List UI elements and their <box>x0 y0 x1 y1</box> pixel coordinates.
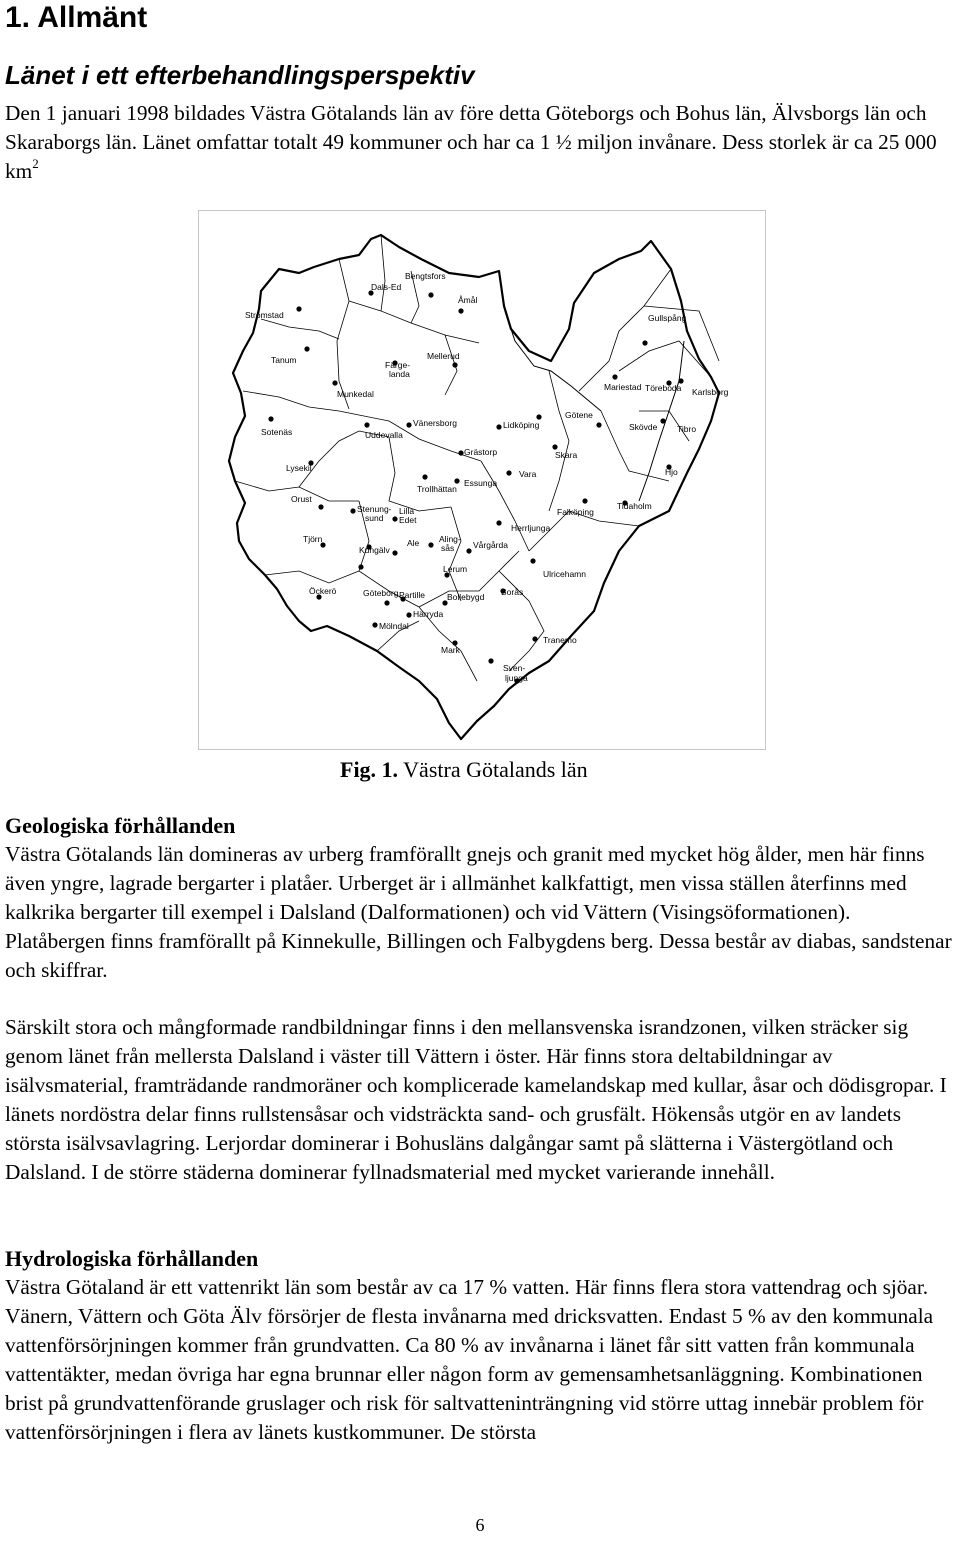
figure-number: Fig. 1. <box>340 757 399 782</box>
label-boras: Borås <box>501 587 524 597</box>
label-svenljunga-1: Sven- <box>503 663 526 673</box>
county-map <box>198 210 766 750</box>
label-vanersborg: Vänersborg <box>413 418 457 428</box>
label-karlsborg: Karlsborg <box>692 387 729 397</box>
geology-paragraph-1: Västra Götalands län domineras av urberg framförallt gnejs och granit med mycket hög ålder, men här finns även yngre, lagrade bergarter i platåer. Urberget är i allmänhet kalkfattigt, men vissa ställen återfinns med kalkrika bergarter till exempel i Dalsland (Dalformationen) och vid Vättern (Visingsöformationen). Platåbergen finns framförallt på Kinnekulle, Billingen och Falbygdens berg. Dessa består av diabas, sandstenar och skiffrar. <box>5 842 952 982</box>
geology-heading: Geologiska förhållanden <box>5 813 236 838</box>
figure-caption <box>340 755 588 785</box>
label-lilla-edet-1: Lilla <box>399 506 415 516</box>
label-fargelanda-1: Färge- <box>385 360 411 370</box>
label-goteborg: Göteborg <box>363 588 399 598</box>
label-mellerud: Mellerud <box>427 351 460 361</box>
label-munkedal: Munkedal <box>337 389 374 399</box>
label-alingsas-2: sås <box>441 543 455 553</box>
label-tanum: Tanum <box>271 355 297 365</box>
label-skovde: Skövde <box>629 422 658 432</box>
label-skara: Skara <box>555 450 578 460</box>
intro-text: Den 1 januari 1998 bildades Västra Götalands län av före detta Göteborgs och Bohus län, Älvsborgs län och Skaraborgs län. Länet omfattar totalt 49 kommuner och har ca 1 ½ miljon invånare. Dess storlek är ca 25 000 km <box>5 101 937 183</box>
label-stenungsund-2: sund <box>365 513 384 523</box>
label-harryda: Härryda <box>413 609 444 619</box>
label-herrljunga: Herrljunga <box>511 523 551 533</box>
label-lerum: Lerum <box>443 564 468 574</box>
label-lilla-edet-2: Edet <box>399 515 417 525</box>
label-essunga: Essunga <box>464 478 498 488</box>
figure-caption-text: Västra Götalands län <box>398 757 588 782</box>
label-gullspang: Gullspång <box>648 313 687 323</box>
label-fargelanda-2: landa <box>389 369 410 379</box>
label-partille: Partille <box>399 590 425 600</box>
label-vara: Vara <box>519 469 537 479</box>
label-ulricehamn: Ulricehamn <box>543 569 586 579</box>
label-mark: Mark <box>441 645 460 655</box>
km-superscript: 2 <box>32 155 39 171</box>
label-amal: Åmål <box>458 295 478 305</box>
label-tibro: Tibro <box>677 424 697 434</box>
label-trollhattan: Trollhättan <box>417 484 457 494</box>
label-falkoping: Falköping <box>557 507 594 517</box>
label-stromstad: Strömstad <box>245 310 284 320</box>
county-map-drawing <box>199 211 765 749</box>
label-vargarda: Vårgårda <box>473 540 508 550</box>
label-kungalv: Kungälv <box>359 545 390 555</box>
label-lidkoping: Lidköping <box>503 420 540 430</box>
label-sotenas: Sotenäs <box>261 427 293 437</box>
chapter-title: 1. Allmänt <box>5 1 148 34</box>
hydrology-heading: Hydrologiska förhållanden <box>5 1246 259 1271</box>
label-tidaholm: Tidaholm <box>617 501 652 511</box>
label-tjorn: Tjörn <box>303 534 323 544</box>
label-dals-ed: Dals-Ed <box>371 282 402 292</box>
label-tranemo: Tranemo <box>543 635 577 645</box>
label-svenljunga-2: ljunga <box>505 673 528 683</box>
label-orust: Orust <box>291 494 312 504</box>
hydrology-paragraph-1: Västra Götaland är ett vattenrikt län som består av ca 17 % vatten. Här finns flera stora vattendrag och sjöar. Vänern, Vättern och Göta Älv försörjer de flesta invånarna med dricksvatten. Endast 5 % av den kommunala vattenförsörjningen kommer från grundvatten. Ca 80 % av invånarna i länet får sitt vatten från kommunala vattentäkter, medan övriga har egna brunnar eller någon form av gemensamhetsanläggning. Kombinationen brist på grundvattenförande gruslager och risk för saltvatteninträngning vid större uttag innebär problem för vattenförsörjningen i flera av länets kustkommuner. De största <box>5 1275 934 1444</box>
label-ockero: Öckerö <box>309 586 337 596</box>
label-alingsas-1: Aling- <box>439 534 461 544</box>
lake-shore-vanern <box>499 271 601 411</box>
label-grastorp: Grästorp <box>464 447 498 457</box>
label-bollebygd: Bollebygd <box>447 592 485 602</box>
label-ale: Ale <box>407 538 420 548</box>
label-uddevalla: Uddevalla <box>365 430 403 440</box>
label-molndal: Mölndal <box>379 621 409 631</box>
geology-paragraph-2: Särskilt stora och mångformade randbildningar finns i den mellansvenska israndzonen, vilken sträcker sig genom länet från mellersta Dalsland i väster till Vättern i öster. Här finns stora deltabildningar av isälvsmaterial, framträdande randmoräner och komplicerade kamelandskap med kullar, åsar och dödisgropar. I länets nordöstra delar finns rullstensåsar och vidsträckta sand- och grusfält. Hökensås utgör en av landets största isälvsavlagring. Lerjordar dominerar i Bohusläns dalgångar samt på slätterna i Västergötland och Dalsland. I de större städerna dominerar fyllnadsmaterial med mycket varierande innehåll. <box>5 1015 947 1184</box>
section-title: Länet i ett efterbehandlingsperspektiv <box>5 60 475 90</box>
label-stenungsund-1: Stenung- <box>357 504 392 514</box>
label-hjo: Hjo <box>665 467 678 477</box>
label-toreboda: Töreboda <box>645 383 682 393</box>
intro-paragraph <box>5 99 955 186</box>
label-bengtsfors: Bengtsfors <box>405 271 446 281</box>
label-mariestad: Mariestad <box>604 382 642 392</box>
label-lysekil: Lysekil <box>286 463 312 473</box>
page-number: 6 <box>475 1515 485 1535</box>
label-gotene: Götene <box>565 410 593 420</box>
